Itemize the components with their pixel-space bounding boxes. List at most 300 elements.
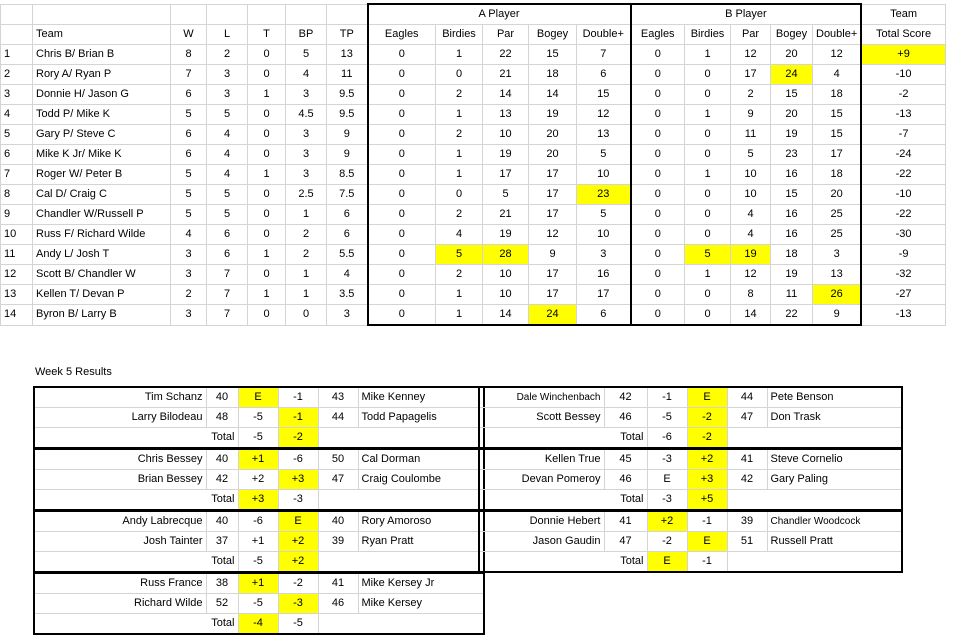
cell-a-eagles: 0 xyxy=(368,165,436,185)
player1-result: -5 xyxy=(238,594,278,614)
player2-name: Mike Kersey xyxy=(358,594,484,614)
match-row xyxy=(34,594,484,614)
cell-b-birdies: 0 xyxy=(685,225,731,245)
cell-b-bogey: 19 xyxy=(771,125,813,145)
player2-score: 44 xyxy=(727,387,767,408)
cell-b-eagles: 0 xyxy=(631,265,685,285)
cell-a-double: 5 xyxy=(577,145,631,165)
cell-b-double: 17 xyxy=(813,145,862,165)
cell-a-eagles: 0 xyxy=(368,65,436,85)
player2-name: Ryan Pratt xyxy=(358,532,484,552)
cell-rank: 7 xyxy=(1,165,33,185)
player1-name: Devan Pomeroy xyxy=(479,470,604,490)
cell-a-double: 12 xyxy=(577,105,631,125)
cell-total: -13 xyxy=(861,105,945,125)
player1-name: Scott Bessey xyxy=(479,408,604,428)
player1-result: +1 xyxy=(238,449,278,470)
cell-a-double: 16 xyxy=(577,265,631,285)
cell-a-birdies: 2 xyxy=(436,205,483,225)
cell-b-bogey: 16 xyxy=(771,165,813,185)
player2-name: Gary Paling xyxy=(767,470,902,490)
total-label: Total xyxy=(34,428,238,449)
player2-result: -2 xyxy=(278,573,318,594)
cell-b-bogey: 20 xyxy=(771,45,813,65)
cell-b-bogey: 18 xyxy=(771,245,813,265)
cell-w: 4 xyxy=(171,225,207,245)
player1-score: 45 xyxy=(604,449,647,470)
player2-name: Don Trask xyxy=(767,408,902,428)
player2-score: 39 xyxy=(318,532,358,552)
team1-total: -3 xyxy=(647,490,687,511)
cell-a-double: 10 xyxy=(577,165,631,185)
team1-total: -5 xyxy=(238,428,278,449)
b-player-header: B Player xyxy=(631,4,862,25)
col-b-par: Par xyxy=(731,25,771,45)
cell-l: 5 xyxy=(207,185,248,205)
team2-total: +5 xyxy=(687,490,727,511)
cell-a-double: 10 xyxy=(577,225,631,245)
cell-a-birdies: 1 xyxy=(436,45,483,65)
cell-a-par: 5 xyxy=(483,185,529,205)
cell-l: 3 xyxy=(207,65,248,85)
cell-l: 4 xyxy=(207,145,248,165)
col-b-eagles: Eagles xyxy=(631,25,685,45)
cell-total: -22 xyxy=(861,165,945,185)
player2-score: 47 xyxy=(727,408,767,428)
col-losses: L xyxy=(207,25,248,45)
cell-b-birdies: 0 xyxy=(685,145,731,165)
cell-a-birdies: 1 xyxy=(436,165,483,185)
player2-name: Mike Kenney xyxy=(358,387,484,408)
match-total-row xyxy=(34,552,484,573)
standings-row xyxy=(1,265,946,285)
match-row xyxy=(479,532,902,552)
col-a-par: Par xyxy=(483,25,529,45)
match-row xyxy=(479,449,902,470)
player1-score: 38 xyxy=(206,573,238,594)
standings-row xyxy=(1,85,946,105)
a-player-header: A Player xyxy=(368,4,631,25)
col-a-bogey: Bogey xyxy=(529,25,577,45)
cell-b-par: 12 xyxy=(731,45,771,65)
cell-total: -10 xyxy=(861,65,945,85)
cell-b-birdies: 0 xyxy=(685,285,731,305)
player2-score: 47 xyxy=(318,470,358,490)
cell-w: 8 xyxy=(171,45,207,65)
cell-b-birdies: 0 xyxy=(685,185,731,205)
col-bonus-points: BP xyxy=(286,25,327,45)
cell-l: 5 xyxy=(207,105,248,125)
cell-b-par: 4 xyxy=(731,225,771,245)
match-total-row xyxy=(479,552,902,573)
player2-result: E xyxy=(278,511,318,532)
team1-total: -6 xyxy=(647,428,687,449)
cell-t: 0 xyxy=(248,205,286,225)
cell-team: Russ F/ Richard Wilde xyxy=(33,225,171,245)
col-ties: T xyxy=(248,25,286,45)
player2-result: +3 xyxy=(278,470,318,490)
cell-team: Kellen T/ Devan P xyxy=(33,285,171,305)
cell-a-par: 22 xyxy=(483,45,529,65)
player2-score: 40 xyxy=(318,511,358,532)
cell-b-birdies: 1 xyxy=(685,165,731,185)
cell-tp: 9.5 xyxy=(327,85,368,105)
cell-a-double: 5 xyxy=(577,205,631,225)
cell-tp: 4 xyxy=(327,265,368,285)
cell-a-birdies: 2 xyxy=(436,265,483,285)
cell-b-bogey: 16 xyxy=(771,225,813,245)
cell-rank: 3 xyxy=(1,85,33,105)
team1-total: +3 xyxy=(238,490,278,511)
cell-tp: 8.5 xyxy=(327,165,368,185)
team1-total: -5 xyxy=(238,552,278,573)
group-header-row xyxy=(1,4,946,25)
cell-a-eagles: 0 xyxy=(368,105,436,125)
cell-b-par: 12 xyxy=(731,265,771,285)
cell-a-par: 13 xyxy=(483,105,529,125)
player2-score: 50 xyxy=(318,449,358,470)
col-b-double: Double+ xyxy=(813,25,862,45)
cell-team: Andy L/ Josh T xyxy=(33,245,171,265)
cell-a-bogey: 12 xyxy=(529,225,577,245)
cell-a-par: 21 xyxy=(483,205,529,225)
cell-b-eagles: 0 xyxy=(631,225,685,245)
player2-score: 43 xyxy=(318,387,358,408)
cell-b-birdies: 1 xyxy=(685,105,731,125)
cell-a-birdies: 0 xyxy=(436,65,483,85)
match-table xyxy=(33,448,485,511)
cell-a-bogey: 14 xyxy=(529,85,577,105)
cell-a-birdies: 0 xyxy=(436,185,483,205)
match-row xyxy=(479,470,902,490)
match-total-row xyxy=(479,428,902,449)
cell-tp: 13 xyxy=(327,45,368,65)
cell-w: 5 xyxy=(171,165,207,185)
cell-bp: 1 xyxy=(286,265,327,285)
standings-row xyxy=(1,165,946,185)
cell-total: -27 xyxy=(861,285,945,305)
cell-b-eagles: 0 xyxy=(631,145,685,165)
team2-total: -3 xyxy=(278,490,318,511)
cell-a-bogey: 17 xyxy=(529,185,577,205)
standings-row xyxy=(1,125,946,145)
cell-b-eagles: 0 xyxy=(631,185,685,205)
player1-score: 52 xyxy=(206,594,238,614)
player1-score: 48 xyxy=(206,408,238,428)
cell-rank: 11 xyxy=(1,245,33,265)
cell-l: 4 xyxy=(207,165,248,185)
cell-a-eagles: 0 xyxy=(368,205,436,225)
match-row xyxy=(34,408,484,428)
cell-t: 1 xyxy=(248,245,286,265)
cell-b-double: 13 xyxy=(813,265,862,285)
cell-l: 5 xyxy=(207,205,248,225)
standings-row xyxy=(1,285,946,305)
cell-a-double: 3 xyxy=(577,245,631,265)
cell-team: Rory A/ Ryan P xyxy=(33,65,171,85)
cell-a-double: 7 xyxy=(577,45,631,65)
cell-a-bogey: 20 xyxy=(529,125,577,145)
cell-b-birdies: 0 xyxy=(685,65,731,85)
cell-b-bogey: 23 xyxy=(771,145,813,165)
cell-b-birdies: 1 xyxy=(685,45,731,65)
match-row xyxy=(479,408,902,428)
cell-bp: 2 xyxy=(286,245,327,265)
match-row xyxy=(479,511,902,532)
player1-name: Brian Bessey xyxy=(34,470,206,490)
total-label: Total xyxy=(479,428,647,449)
cell-a-eagles: 0 xyxy=(368,305,436,326)
cell-b-bogey: 11 xyxy=(771,285,813,305)
team1-total: -4 xyxy=(238,614,278,635)
cell-team: Byron B/ Larry B xyxy=(33,305,171,326)
cell-b-double: 25 xyxy=(813,225,862,245)
cell-tp: 11 xyxy=(327,65,368,85)
cell-tp: 3 xyxy=(327,305,368,326)
standings-row xyxy=(1,305,946,326)
total-spacer xyxy=(727,428,902,449)
player2-name: Cal Dorman xyxy=(358,449,484,470)
col-b-bogey: Bogey xyxy=(771,25,813,45)
standings-row xyxy=(1,65,946,85)
cell-b-bogey: 22 xyxy=(771,305,813,326)
cell-total: -2 xyxy=(861,85,945,105)
cell-tp: 9 xyxy=(327,125,368,145)
match-total-row xyxy=(34,428,484,449)
match-table xyxy=(33,510,485,573)
cell-w: 6 xyxy=(171,85,207,105)
cell-b-bogey: 19 xyxy=(771,265,813,285)
player2-score: 39 xyxy=(727,511,767,532)
cell-a-par: 19 xyxy=(483,145,529,165)
total-label: Total xyxy=(34,490,238,511)
cell-bp: 5 xyxy=(286,45,327,65)
player1-score: 47 xyxy=(604,532,647,552)
cell-tp: 6 xyxy=(327,225,368,245)
cell-bp: 1 xyxy=(286,205,327,225)
cell-t: 0 xyxy=(248,305,286,326)
cell-b-birdies: 0 xyxy=(685,125,731,145)
player1-name: Larry Bilodeau xyxy=(34,408,206,428)
col-team: Team xyxy=(33,25,171,45)
cell-total: +9 xyxy=(861,45,945,65)
cell-b-eagles: 0 xyxy=(631,45,685,65)
cell-a-eagles: 0 xyxy=(368,125,436,145)
player1-result: +2 xyxy=(647,511,687,532)
match-row xyxy=(34,387,484,408)
player1-name: Kellen True xyxy=(479,449,604,470)
cell-l: 6 xyxy=(207,225,248,245)
player1-result: -6 xyxy=(238,511,278,532)
total-spacer xyxy=(318,490,484,511)
cell-a-par: 17 xyxy=(483,165,529,185)
cell-a-bogey: 17 xyxy=(529,265,577,285)
match-table xyxy=(33,572,485,635)
cell-b-double: 12 xyxy=(813,45,862,65)
player2-name: Steve Cornelio xyxy=(767,449,902,470)
cell-a-par: 28 xyxy=(483,245,529,265)
cell-b-eagles: 0 xyxy=(631,245,685,265)
cell-rank: 1 xyxy=(1,45,33,65)
player2-result: -2 xyxy=(687,408,727,428)
player2-score: 42 xyxy=(727,470,767,490)
cell-a-bogey: 17 xyxy=(529,165,577,185)
column-header-row xyxy=(1,25,946,45)
col-wins: W xyxy=(171,25,207,45)
cell-b-eagles: 0 xyxy=(631,205,685,225)
cell-b-par: 10 xyxy=(731,165,771,185)
cell-a-eagles: 0 xyxy=(368,145,436,165)
match-table xyxy=(478,448,903,511)
cell-t: 0 xyxy=(248,105,286,125)
cell-bp: 2 xyxy=(286,225,327,245)
player1-score: 37 xyxy=(206,532,238,552)
cell-a-bogey: 9 xyxy=(529,245,577,265)
cell-b-double: 3 xyxy=(813,245,862,265)
cell-t: 0 xyxy=(248,45,286,65)
cell-bp: 3 xyxy=(286,165,327,185)
cell-a-birdies: 1 xyxy=(436,305,483,326)
cell-total: -10 xyxy=(861,185,945,205)
cell-a-eagles: 0 xyxy=(368,225,436,245)
cell-team: Mike K Jr/ Mike K xyxy=(33,145,171,165)
cell-b-par: 2 xyxy=(731,85,771,105)
player2-result: +2 xyxy=(278,532,318,552)
team2-total: -2 xyxy=(278,428,318,449)
cell-b-par: 14 xyxy=(731,305,771,326)
player2-score: 44 xyxy=(318,408,358,428)
cell-bp: 3 xyxy=(286,145,327,165)
cell-tp: 7.5 xyxy=(327,185,368,205)
cell-t: 0 xyxy=(248,185,286,205)
cell-b-par: 5 xyxy=(731,145,771,165)
cell-a-bogey: 15 xyxy=(529,45,577,65)
cell-l: 3 xyxy=(207,85,248,105)
player1-result: +2 xyxy=(238,470,278,490)
total-spacer xyxy=(727,552,902,573)
player1-score: 46 xyxy=(604,408,647,428)
match-row xyxy=(34,532,484,552)
cell-a-birdies: 1 xyxy=(436,105,483,125)
match-table xyxy=(478,386,903,449)
col-a-double: Double+ xyxy=(577,25,631,45)
cell-w: 2 xyxy=(171,285,207,305)
col-total-score: Total Score xyxy=(861,25,945,45)
cell-tp: 3.5 xyxy=(327,285,368,305)
col-b-birdies: Birdies xyxy=(685,25,731,45)
cell-b-double: 15 xyxy=(813,105,862,125)
cell-t: 1 xyxy=(248,85,286,105)
cell-b-bogey: 15 xyxy=(771,85,813,105)
player1-name: Russ France xyxy=(34,573,206,594)
cell-t: 0 xyxy=(248,125,286,145)
cell-total: -13 xyxy=(861,305,945,326)
cell-a-double: 15 xyxy=(577,85,631,105)
cell-b-double: 15 xyxy=(813,125,862,145)
cell-rank: 5 xyxy=(1,125,33,145)
col-a-birdies: Birdies xyxy=(436,25,483,45)
cell-t: 0 xyxy=(248,65,286,85)
cell-w: 5 xyxy=(171,105,207,125)
player2-name: Russell Pratt xyxy=(767,532,902,552)
player1-result: -1 xyxy=(647,387,687,408)
player1-result: -5 xyxy=(647,408,687,428)
cell-a-birdies: 4 xyxy=(436,225,483,245)
match-row xyxy=(34,573,484,594)
match-row xyxy=(34,470,484,490)
player2-name: Rory Amoroso xyxy=(358,511,484,532)
cell-l: 7 xyxy=(207,285,248,305)
cell-w: 7 xyxy=(171,65,207,85)
cell-t: 0 xyxy=(248,225,286,245)
cell-a-par: 10 xyxy=(483,265,529,285)
player2-name: Todd Papagelis xyxy=(358,408,484,428)
cell-team: Donnie H/ Jason G xyxy=(33,85,171,105)
total-label: Total xyxy=(34,614,238,635)
cell-a-eagles: 0 xyxy=(368,265,436,285)
cell-b-par: 19 xyxy=(731,245,771,265)
team2-total: -5 xyxy=(278,614,318,635)
cell-w: 6 xyxy=(171,125,207,145)
player2-name: Chandler Woodcock xyxy=(767,511,902,532)
cell-t: 0 xyxy=(248,265,286,285)
cell-a-double: 6 xyxy=(577,305,631,326)
cell-l: 6 xyxy=(207,245,248,265)
cell-a-bogey: 19 xyxy=(529,105,577,125)
col-total-points: TP xyxy=(327,25,368,45)
player2-name: Craig Coulombe xyxy=(358,470,484,490)
standings-row xyxy=(1,225,946,245)
cell-a-bogey: 24 xyxy=(529,305,577,326)
cell-w: 3 xyxy=(171,245,207,265)
player1-score: 40 xyxy=(206,511,238,532)
cell-b-double: 26 xyxy=(813,285,862,305)
player2-result: E xyxy=(687,532,727,552)
player1-name: Jason Gaudin xyxy=(479,532,604,552)
player1-score: 42 xyxy=(604,387,647,408)
cell-bp: 1 xyxy=(286,285,327,305)
player2-result: -6 xyxy=(278,449,318,470)
cell-w: 5 xyxy=(171,205,207,225)
cell-rank: 10 xyxy=(1,225,33,245)
total-spacer xyxy=(318,552,484,573)
cell-a-par: 10 xyxy=(483,125,529,145)
cell-team: Chris B/ Brian B xyxy=(33,45,171,65)
cell-b-eagles: 0 xyxy=(631,285,685,305)
player2-score: 41 xyxy=(727,449,767,470)
cell-a-birdies: 2 xyxy=(436,85,483,105)
match-table xyxy=(478,510,903,573)
cell-b-bogey: 15 xyxy=(771,185,813,205)
cell-w: 6 xyxy=(171,145,207,165)
match-row xyxy=(479,387,902,408)
cell-bp: 4.5 xyxy=(286,105,327,125)
player2-name: Pete Benson xyxy=(767,387,902,408)
player2-score: 51 xyxy=(727,532,767,552)
team2-total: +2 xyxy=(278,552,318,573)
player2-result: +3 xyxy=(687,470,727,490)
cell-w: 3 xyxy=(171,305,207,326)
cell-rank: 12 xyxy=(1,265,33,285)
cell-b-double: 18 xyxy=(813,85,862,105)
cell-bp: 3 xyxy=(286,85,327,105)
cell-b-eagles: 0 xyxy=(631,125,685,145)
cell-w: 5 xyxy=(171,185,207,205)
cell-b-birdies: 5 xyxy=(685,245,731,265)
cell-rank: 14 xyxy=(1,305,33,326)
cell-b-eagles: 0 xyxy=(631,165,685,185)
standings-row xyxy=(1,185,946,205)
